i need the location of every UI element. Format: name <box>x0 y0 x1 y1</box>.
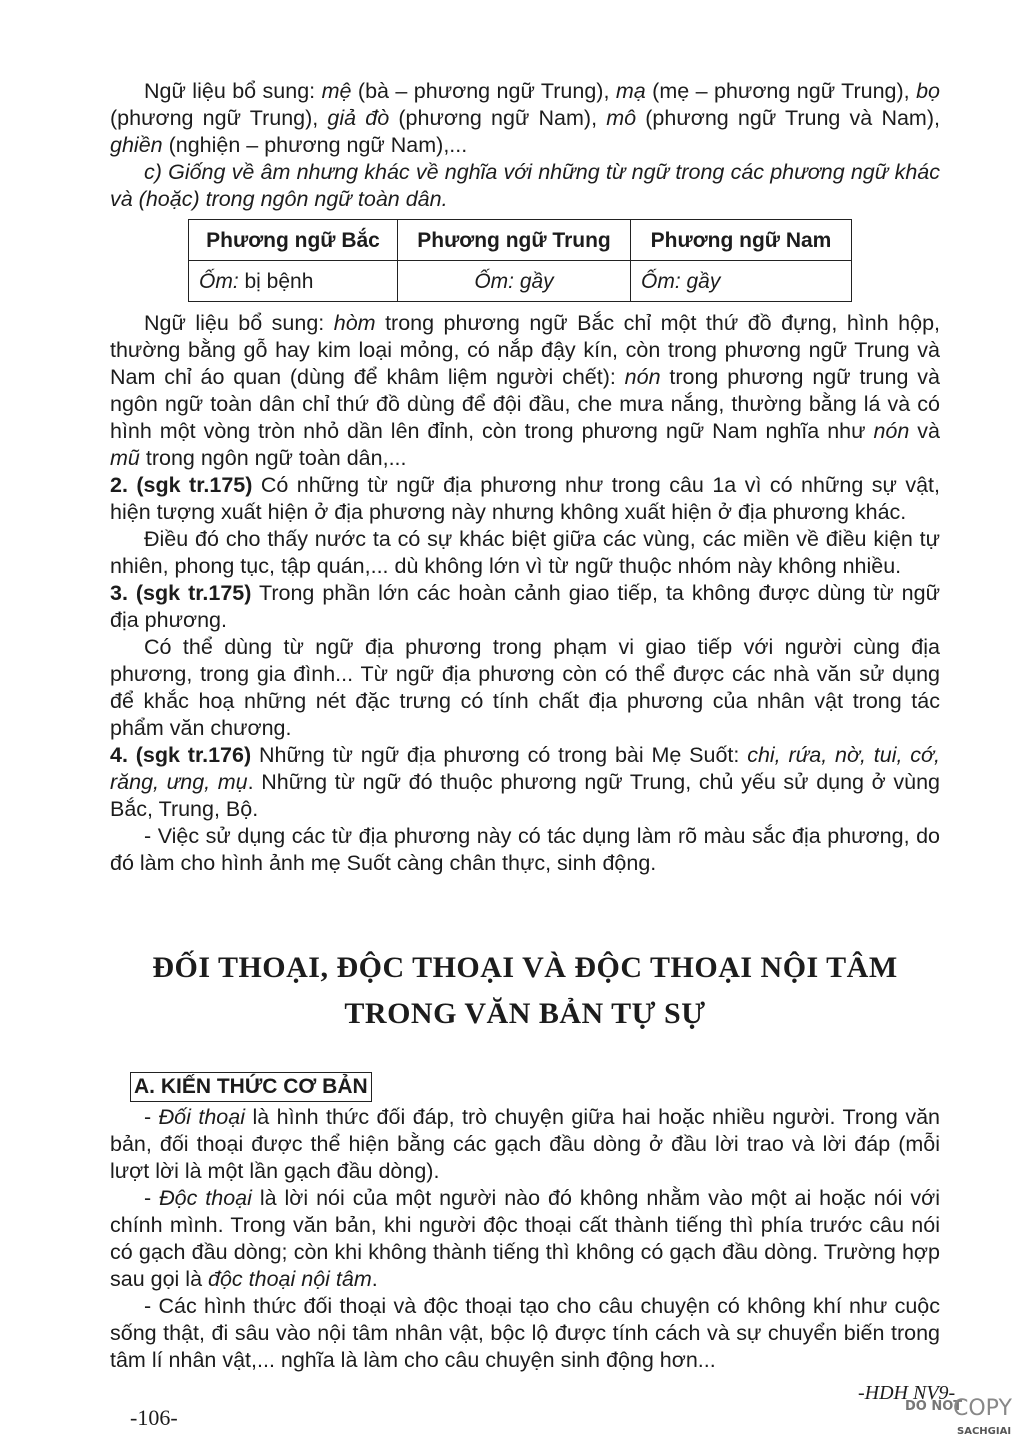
section-a-heading: A. KIẾN THỨC CƠ BẢN <box>130 1072 372 1102</box>
watermark-brand-text: SACHGIAI <box>957 1426 1012 1437</box>
question-4-followup: - Việc sử dụng các từ địa phương này có tác dụng làm rõ màu sắc địa phương, do đó làm cho hình ảnh mẹ Suốt càng chân thực, sinh động. <box>110 824 940 875</box>
question-2-label: 2. (sgk tr.175) <box>110 473 253 497</box>
lesson-title-line-1: ĐỐI THOẠI, ĐỘC THOẠI VÀ ĐỘC THOẠI NỘI TÂM <box>152 951 898 984</box>
cell-central: Ốm: gầy <box>398 261 631 302</box>
monologue-definition: - Độc thoại là lời nói của một người nào đó không nhằm vào một ai hoặc nói với chính mình. Trong văn bản, khi người độc thoại cất thành tiếng thì phía trước câu nói có gạch đầu dòng; còn khi không thành tiếng thì không có gạch đầu dòng. Trường hợp sau gọi là độc thoại nội tâm. <box>110 1186 940 1291</box>
question-3-label: 3. (sgk tr.175) <box>110 581 252 605</box>
supplement-paragraph-2: Ngữ liệu bổ sung: hòm trong phương ngữ Bắc chỉ một thứ đồ đựng, hình hộp, thường bằng gỗ hay kim loại mỏng, có nắp đậy kín, còn trong phương ngữ Trung và Nam chỉ áo quan (dùng để khâm liệm người chết): nón trong phương ngữ trung và ngôn ngữ toàn dân chỉ thứ đồ dùng để đội đầu, che mưa nắng, thường bằng lá và có hình một vòng tròn nhỏ dần lên đỉnh, còn trong phương ngữ Nam nghĩa như nón và mũ trong ngôn ngữ toàn dân,... <box>110 311 940 470</box>
question-4-label: 4. (sgk tr.176) <box>110 743 252 767</box>
section-a <box>110 1072 940 1374</box>
dialect-table-header <box>189 220 852 261</box>
page-number: -106- <box>130 1405 178 1430</box>
watermark-logo <box>905 1398 1017 1444</box>
question-2: 2. (sgk tr.175) Có những từ ngữ địa phương như trong câu 1a vì có những sự vật, hiện tượng xuất hiện ở địa phương này nhưng không xuất hiện ở địa phương khác. <box>110 473 940 524</box>
book-code: -HDH NV9- <box>858 1382 956 1404</box>
header-central: Phương ngữ Trung <box>398 220 631 261</box>
header-north: Phương ngữ Bắc <box>189 220 398 261</box>
dialect-table <box>188 219 852 302</box>
point-c-paragraph: c) Giống về âm nhưng khác về nghĩa với những từ ngữ trong các phương ngữ khác và (hoặc) trong ngôn ngữ toàn dân. <box>110 160 940 211</box>
body-text <box>110 78 940 877</box>
question-3-followup: Có thể dùng từ ngữ địa phương trong phạm vi giao tiếp với người cùng địa phương, trong gia đình... Từ ngữ địa phương còn có thể được các nhà văn sử dụng để khắc hoạ những nét đặc trưng có tính chất địa phương của nhân vật trong tác phẩm văn chương. <box>110 635 940 740</box>
watermark-top-text: DO NOT <box>905 1399 963 1414</box>
supplement-paragraph-1: Ngữ liệu bổ sung: mệ (bà – phương ngữ Trung), mạ (mẹ – phương ngữ Trung), bọ (phương ngữ Trung), giả đò (phương ngữ Nam), mô (phương ngữ Trung và Nam), ghiền (nghiện – phương ngữ Nam),... <box>110 79 940 157</box>
question-4: 4. (sgk tr.176) Những từ ngữ địa phương có trong bài Mẹ Suốt: chi, rứa, nờ, tui, cớ, răng, ưng, mụ. Những từ ngữ đó thuộc phương ngữ Trung, chủ yếu sử dụng ở vùng Bắc, Trung, Bộ. <box>110 743 940 821</box>
dialect-table-row <box>189 261 852 302</box>
watermark-copy-text: COPY <box>953 1396 1012 1421</box>
question-3: 3. (sgk tr.175) Trong phần lớn các hoàn cảnh giao tiếp, ta không được dùng từ ngữ địa phương. <box>110 581 940 632</box>
cell-north: Ốm: bị bệnh <box>189 261 398 302</box>
dialogue-definition: - Đối thoại là hình thức đối đáp, trò chuyện giữa hai hoặc nhiều người. Trong văn bản, đối thoại được thể hiện bằng các gạch đầu dòng ở đầu lời trao và lời đáp (mỗi lượt lời là một lần gạch đầu dòng). <box>110 1105 940 1183</box>
lesson-title <box>110 945 940 1037</box>
header-south: Phương ngữ Nam <box>631 220 852 261</box>
cell-south: Ốm: gầy <box>631 261 852 302</box>
lesson-title-line-2: TRONG VĂN BẢN TỰ SỰ <box>344 997 706 1030</box>
forms-effect-paragraph: - Các hình thức đối thoại và độc thoại tạo cho câu chuyện có không khí như cuộc sống thật, đi sâu vào nội tâm nhân vật, bộc lộ được tính cách và sự chuyển biến trong tâm lí nhân vật,... nghĩa là làm cho câu chuyện sinh động hơn... <box>110 1294 940 1372</box>
question-2-followup: Điều đó cho thấy nước ta có sự khác biệt giữa các vùng, các miền về điều kiện tự nhiên, phong tục, tập quán,... dù không lớn vì từ ngữ thuộc nhóm này không nhiều. <box>110 527 940 578</box>
